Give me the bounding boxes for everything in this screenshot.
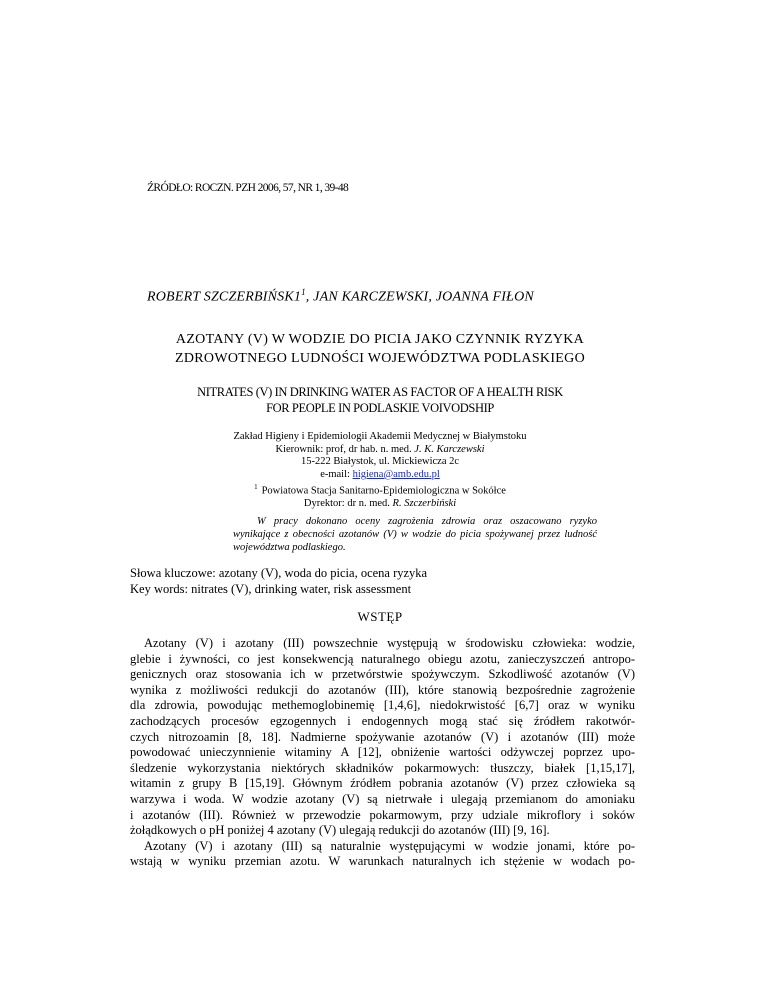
- authors-line: [147, 287, 534, 306]
- email-link[interactable]: higiena@amb.edu.pl: [352, 468, 440, 480]
- body-line: i azotanów (III). Również w przewodzie pokarmowym, przy udziale mikroflory i soków: [130, 807, 635, 822]
- affiliation-head: [150, 444, 610, 457]
- body-line: genicznych oraz stosowania ich w przetwórstwie spożywczym. Szkodliwość azotanów (V): [130, 667, 635, 682]
- affiliation-address: 15-222 Białystok, ul. Mickiewicza 2c: [300, 456, 460, 468]
- title-polish-line: AZOTANY (V) W WODZIE DO PICIA JAKO CZYNNIK RYZYKA: [175, 332, 585, 347]
- body-line: dla zdrowia, powodując methemoglobinemię [1,4,6], niedokrwistość [6,7] oraz w wyniku: [130, 698, 635, 713]
- body-line: śledzenie wykorzystania niektórych składników pokarmowych: tłuszczy, białek [1,15,17],: [130, 760, 635, 775]
- body-line: powodować unieczynnienie witaminy A [12], obniżenie wartości odżywczej poprzez upo-: [130, 745, 635, 760]
- affiliation-head-name: J. K. Karczewski: [414, 443, 485, 455]
- body-line: wstają w wyniku przemian azotu. W warunkach naturalnych ich stężenie w wodach po-: [130, 854, 635, 869]
- email-label: e-mail:: [320, 468, 353, 480]
- affiliation-footnote-mark: 1: [254, 483, 258, 492]
- affiliation-second-institution-name: Powiatowa Stacja Sanitarno-Epidemiologiczna w Sokółce: [261, 485, 506, 497]
- source-citation: ŹRÓDŁO: ROCZN. PZH 2006, 57, NR 1, 39-48: [147, 182, 349, 194]
- body-paragraphs: [130, 636, 635, 870]
- affiliation-institution: Zakład Higieny i Epidemiologii Akademii Medycznej w Białymstoku: [233, 431, 527, 442]
- keywords-polish: Słowa kluczowe: azotany (V), woda do picia, ocena ryzyka: [130, 566, 428, 580]
- body-line: czych nitrozoamin [8, 18]. Nadmierne spożywanie azotanów (V) i azotanów (III) może: [130, 729, 635, 744]
- body-line: witamin z grupy B [15,19]. Głównym źródłem pobrania azotanów (V) przez człowieka są: [130, 776, 635, 791]
- keywords-english: Key words: nitrates (V), drinking water, risk assessment: [130, 581, 412, 596]
- title-english-line: FOR PEOPLE IN PODLASKIE VOIVODSHIP: [266, 401, 494, 415]
- title-polish: [120, 330, 640, 368]
- author-footnote-mark: 1: [301, 287, 306, 297]
- affiliation-email: [150, 469, 610, 482]
- keywords-block: [130, 566, 427, 597]
- affiliation-second-institution: [150, 481, 610, 498]
- author-first: ROBERT SZCZERBIŃSK1: [147, 289, 302, 305]
- body-line: Azotany (V) i azotany (III) są naturalnie występującymi w wodzie jonami, które po-: [144, 838, 635, 853]
- body-line: zachodzących procesów egzogennych i endogennych mogą stać się źródłem rakotwór-: [130, 713, 635, 728]
- abstract: W pracy dokonano oceny zagrożenia zdrowia oraz oszacowano ryzyko wynikające z obecności azotanów (V) w wodzie do picia spożywanej przez ludność województwa podlaskiego.: [233, 516, 597, 553]
- title-english-line: NITRATES (V) IN DRINKING WATER AS FACTOR OF A HEALTH RISK: [197, 385, 563, 399]
- affiliation-director: [150, 498, 610, 511]
- title-polish-line: ZDROWOTNEGO LUDNOŚCI WOJEWÓDZTWA PODLASKIEGO: [175, 351, 585, 366]
- author-rest: , JAN KARCZEWSKI, JOANNA FIŁON: [305, 289, 534, 305]
- affiliation-block: [150, 431, 610, 511]
- body-line: glebie i żywności, co jest konsekwencją naturalnego obiegu azotu, zanieczyszczeń antropo-: [130, 651, 635, 666]
- affiliation-director-name: R. Szczerbiński: [392, 498, 457, 510]
- body-line: Azotany (V) i azotany (III) powszechnie występują w środowisku człowieka: wodzie,: [144, 636, 635, 650]
- affiliation-head-label: Kierownik: prof, dr hab. n. med.: [275, 443, 415, 455]
- body-line: wynika z możliwości redukcji do azotanów (III), które stanowią bezpośrednie zagrożenie: [130, 682, 635, 697]
- title-english: [120, 384, 640, 416]
- section-heading: WSTĘP: [357, 609, 403, 624]
- body-line: warzywa i woda. W wodzie azotany (V) są nietrwałe i ulegają przemianom do amoniaku: [130, 791, 635, 806]
- body-line: żołądkowych o pH poniżej 4 azotany (V) ulegają redukcji do azotanów (III) [9, 16].: [130, 823, 550, 838]
- affiliation-director-label: Dyrektor: dr n. med.: [303, 498, 393, 510]
